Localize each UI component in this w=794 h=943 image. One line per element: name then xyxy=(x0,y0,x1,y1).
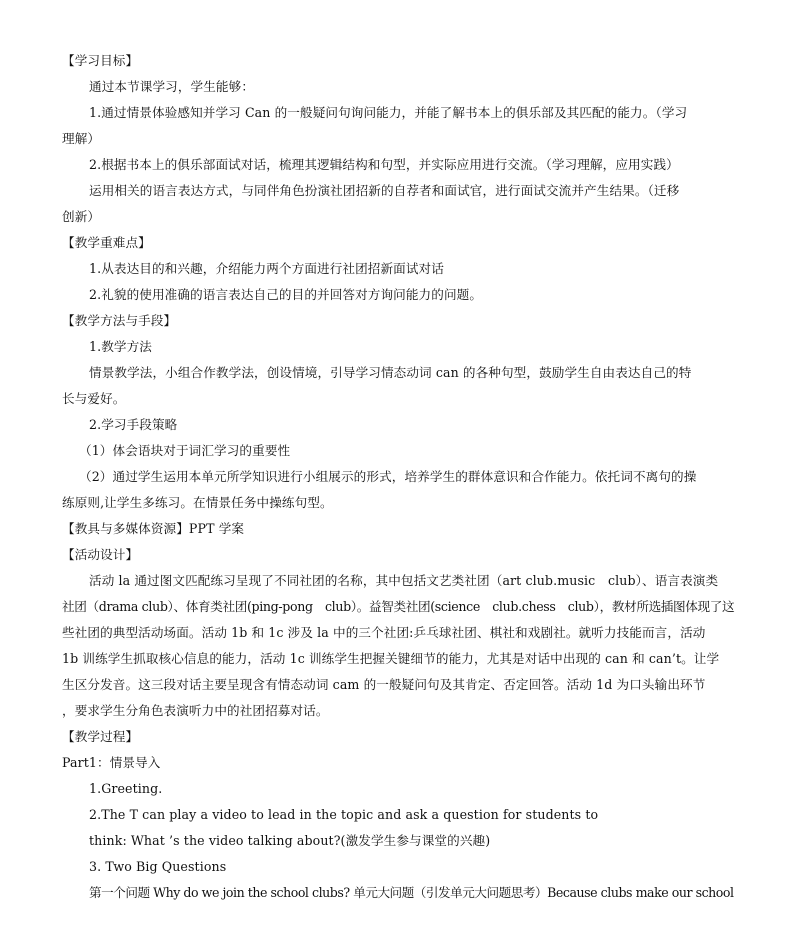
goal-1-line-1: 1.通过情景体验感知并学习 Can 的一般疑问句询问能力，并能了解书本上的俱乐部及其匹配的能力。（学习 xyxy=(89,105,688,120)
section-heading-learning-goals: 【学习目标】 xyxy=(62,53,139,68)
section-heading-activity-design: 【活动设计】 xyxy=(62,547,139,562)
process-step-3: 3. Two Big Questions xyxy=(89,859,227,874)
section-heading-methods: 【教学方法与手段】 xyxy=(62,313,177,328)
method-1-line-1: 情景教学法，小组合作教学法，创设情境，引导学习情态动词 can 的各种句型，鼓励学生自由表达自己的特 xyxy=(89,365,692,380)
activity-line-1: 活动 la 通过图文匹配练习呈现了不同社团的名称，其中包括文艺类社团（art club.music club）、语言表演类 xyxy=(89,573,719,588)
process-step-1: 1.Greeting. xyxy=(89,781,163,796)
process-step-2-line-1: 2.The T can play a video to lead in the topic and ask a question for students to xyxy=(89,807,599,822)
method-1-line-2: 长与爱好。 xyxy=(62,391,126,406)
goals-intro: 通过本节课学习，学生能够： xyxy=(89,79,255,94)
part-1-heading: Part1：情景导入 xyxy=(62,755,161,770)
process-step-2-line-2: think: What ’s the video talking about?(激发学生参与课堂的兴趣) xyxy=(89,833,491,848)
method-1-title: 1.教学方法 xyxy=(89,339,152,354)
activity-line-2: 社团（drama club）、体育类社团(ping-pong club）。益智类社团(science club.chess club），教材所选插图体现了这 xyxy=(62,599,735,614)
section-heading-teaching-process: 【教学过程】 xyxy=(62,729,139,744)
method-2-item-2-line-2: 练原则,让学生多练习。在情景任务中操练句型。 xyxy=(62,495,333,510)
key-point-1: 1.从表达目的和兴趣，介绍能力两个方面进行社团招新面试对话 xyxy=(89,261,444,276)
goal-3-line-1: 运用相关的语言表达方式，与同伴角色扮演社团招新的自荐者和面试官，进行面试交流并产生结果。（迁移 xyxy=(89,183,680,198)
goal-1-line-2: 理解） xyxy=(62,131,101,146)
activity-line-5: 生区分发音。这三段对话主要呈现含有情态动词 cam 的一般疑问句及其肯定、否定回答。活动 1d 为口头输出环节 xyxy=(62,677,706,692)
key-point-2: 2.礼貌的使用准确的语言表达自己的目的并回答对方询问能力的问题。 xyxy=(89,287,483,302)
activity-line-3: 些社团的典型活动场面。活动 1b 和 1c 涉及 la 中的三个社团:乒乓球社团、棋社和戏剧社。就听力技能而言，活动 xyxy=(62,625,706,640)
method-2-item-2-line-1: （2）通过学生运用本单元所学知识进行小组展示的形式，培养学生的群体意识和合作能力。依托词不离句的操 xyxy=(79,469,697,484)
goal-3-line-2: 创新） xyxy=(62,209,101,224)
method-2-title: 2.学习手段策略 xyxy=(89,417,178,432)
goal-2: 2.根据书本上的俱乐部面试对话，梳理其逻辑结构和句型，并实际应用进行交流。（学习理解，应用实践） xyxy=(89,157,679,172)
activity-line-6: ，要求学生分角色表演听力中的社团招募对话。 xyxy=(62,703,329,718)
method-2-item-1: （1）体会语块对于词汇学习的重要性 xyxy=(79,443,291,458)
section-heading-tools: 【教具与多媒体资源】PPT 学案 xyxy=(62,521,245,536)
section-heading-key-points: 【教学重难点】 xyxy=(62,235,151,250)
process-step-4: 第一个问题 Why do we join the school clubs? 单元大问题（引发单元大问题思考）Because clubs make our school xyxy=(89,885,734,900)
activity-line-4: 1b 训练学生抓取核心信息的能力，活动 1c 训练学生把握关键细节的能力，尤其是对话中出现的 can 和 can’t。让学 xyxy=(62,651,720,666)
